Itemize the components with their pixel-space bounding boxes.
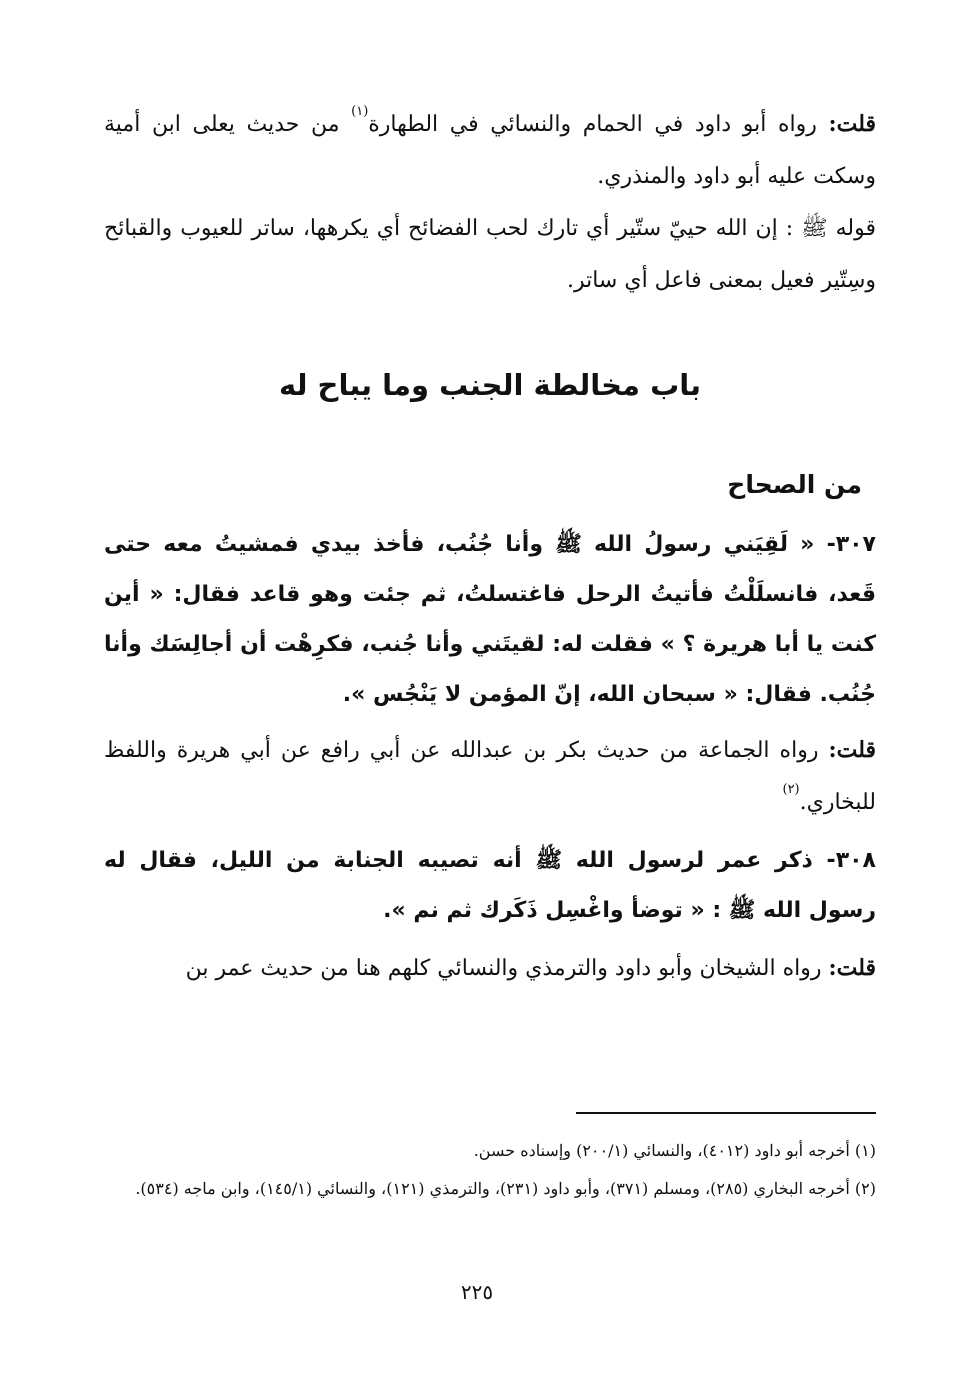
intro-paragraph-1 xyxy=(104,98,876,203)
hadith-308-block xyxy=(104,836,876,936)
qult-307-block xyxy=(104,724,876,829)
footnote-ref-1: (١) xyxy=(351,103,369,119)
qult-308-label: قلت: xyxy=(828,955,876,981)
footnote-separator xyxy=(576,1112,876,1114)
qult-307-label: قلت: xyxy=(828,737,876,763)
qult-308-block xyxy=(104,942,876,995)
footnote-1: (١) أخرجه أبو داود (٤٠١٢)، والنسائي (٢٠٠/١) وإسناده حسن. xyxy=(473,1141,876,1160)
qult-307-text: رواه الجماعة من حديث بكر بن عبدالله عن أبي رافع عن أبي هريرة واللفظ للبخاري. xyxy=(104,738,876,815)
hadith-307-block xyxy=(104,520,876,720)
hadith-307: ٣٠٧- « لَقِيَني رسولُ الله ﷺ وأنا جُنُب، فأخذ بيدي فمشيتُ معه حتى قَعد، فانسلَلْتُ فأتيتُ الرحل فاغتسلتُ، ثم جئت وهو قاعد فقال: « أين كنت يا أبا هريرة ؟ » فقلت له: لقيتَني وأنا جُنب، فكرِهْت أن أجالِسَك وأنا جُنُب. فقال: « سبحان الله، إنّ المؤمن لا يَنْجُس ». xyxy=(104,532,876,707)
hadith-308: ٣٠٨- ذكر عمر لرسول الله ﷺ أنه تصيبه الجنابة من الليل، فقال له رسول الله ﷺ : « توضأ واغْسِل ذَكَرك ثم نم ». xyxy=(104,848,876,923)
chapter-title: باب مخالطة الجنب وما يباح له xyxy=(278,368,701,402)
footnotes xyxy=(104,1132,876,1208)
intro-text-1b: من حديث يعلى ابن أمية وسكت عليه أبو داود والمنذري. xyxy=(104,112,876,189)
qult-307 xyxy=(104,724,876,829)
intro-block xyxy=(104,98,876,307)
intro-text-1: رواه أبو داود في الحمام والنسائي في الطهارة xyxy=(368,112,817,137)
section-title: من الصحاح xyxy=(727,470,862,499)
page-number: ٢٢٥ xyxy=(460,1280,494,1304)
intro-paragraph-2: قوله ﷺ : إن الله حييّ ستّير أي تارك لحب الفضائح أي يكرهها، ساتر للعيوب والقبائح وسِتّير فعيل بمعنى فاعل أي ساتر. xyxy=(104,216,876,293)
qult-308-text: رواه الشيخان وأبو داود والترمذي والنسائي كلهم هنا من حديث عمر بن xyxy=(185,956,822,981)
footnote-2: (٢) أخرجه البخاري (٢٨٥)، ومسلم (٣٧١)، وأبو داود (٢٣١)، والترمذي (١٢١)، والنسائي (١٤٥/١)، وابن ماجه (٥٣٤). xyxy=(135,1179,876,1198)
qult-label: قلت: xyxy=(828,111,877,137)
footnote-ref-2: (٢) xyxy=(782,781,800,797)
qult-308 xyxy=(104,942,876,995)
